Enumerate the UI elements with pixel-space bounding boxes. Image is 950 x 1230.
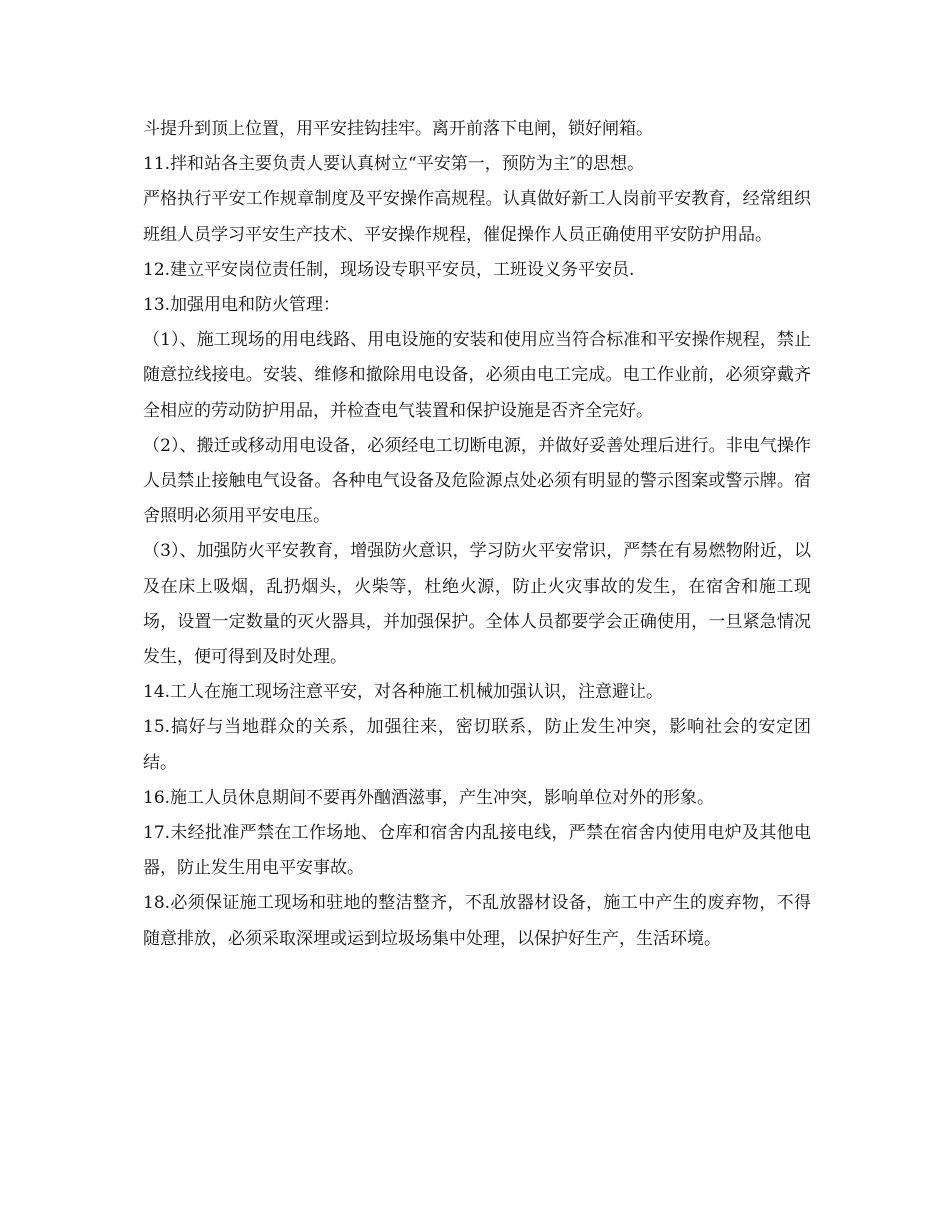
paragraph-item-13-1: （1）、施工现场的用电线路、用电设施的安装和使用应当符合标准和平安操作规程，禁止随意拉线接电。安装、维修和撤除用电设备，必须由电工完成。电工作业前，必须穿戴齐全相应的劳动防护用品，并检查电气装置和保护设施是否齐全完好。 xyxy=(143,330,811,421)
paragraph-item-14: 14.工人在施工现场注意平安，对各种施工机械加强认识，注意避让。 xyxy=(143,682,664,703)
paragraph-item-16: 16.施工人员休息期间不要再外酗酒滋事，产生冲突，影响单位对外的形象。 xyxy=(143,787,715,808)
paragraph-item-12: 12.建立平安岗位责任制，现场设专职平安员，工班设义务平安员. xyxy=(143,259,635,280)
paragraph-item-17: 17.未经批准严禁在工作场地、仓库和宿舍内乱接电线，严禁在宿舍内使用电炉及其他电器，防止发生用电平安事故。 xyxy=(143,823,811,879)
paragraph-item-11: 11.拌和站各主要负责人要认真树立“平安第一，预防为主″的思想。 xyxy=(143,154,645,175)
document-body xyxy=(143,112,811,957)
paragraph-item-13-2: （2）、搬迁或移动用电设备，必须经电工切断电源，并做好妥善处理后进行。非电气操作人员禁止接触电气设备。各种电气设备及危险源点处必须有明显的警示图案或警示牌。宿舍照明必须用平安电压。 xyxy=(143,435,811,527)
paragraph-item-13: 13.加强用电和防火管理： xyxy=(143,295,341,316)
paragraph-item-11-detail: 严格执行平安工作规章制度及平安操作高规程。认真做好新工人岗前平安教育，经常组织班组人员学习平安生产技术、平安操作规程，催促操作人员正确使用平安防护用品。 xyxy=(143,189,811,245)
paragraph-item-13-3: （3）、加强防火平安教育，增强防火意识，学习防火平安常识，严禁在有易燃物附近，以及在床上吸烟，乱扔烟头，火柴等，杜绝火源，防止火灾事故的发生，在宿舍和施工现场，设置一定数量的灭火器具，并加强保护。全体人员都要学会正确使用，一旦紧急情况发生，便可得到及时处理。 xyxy=(143,541,811,668)
paragraph-item-15: 15.搞好与当地群众的关系，加强往来，密切联系，防止发生冲突，影响社会的安定团结。 xyxy=(143,717,811,773)
paragraph-continuation: 斗提升到顶上位置，用平安挂钩挂牢。离开前落下电闸，锁好闸箱。 xyxy=(143,119,653,139)
paragraph-item-18: 18.必须保证施工现场和驻地的整洁整齐，不乱放器材设备，施工中产生的废弃物，不得随意排放，必须采取深埋或运到垃圾场集中处理，以保护好生产，生活环境。 xyxy=(143,893,811,949)
